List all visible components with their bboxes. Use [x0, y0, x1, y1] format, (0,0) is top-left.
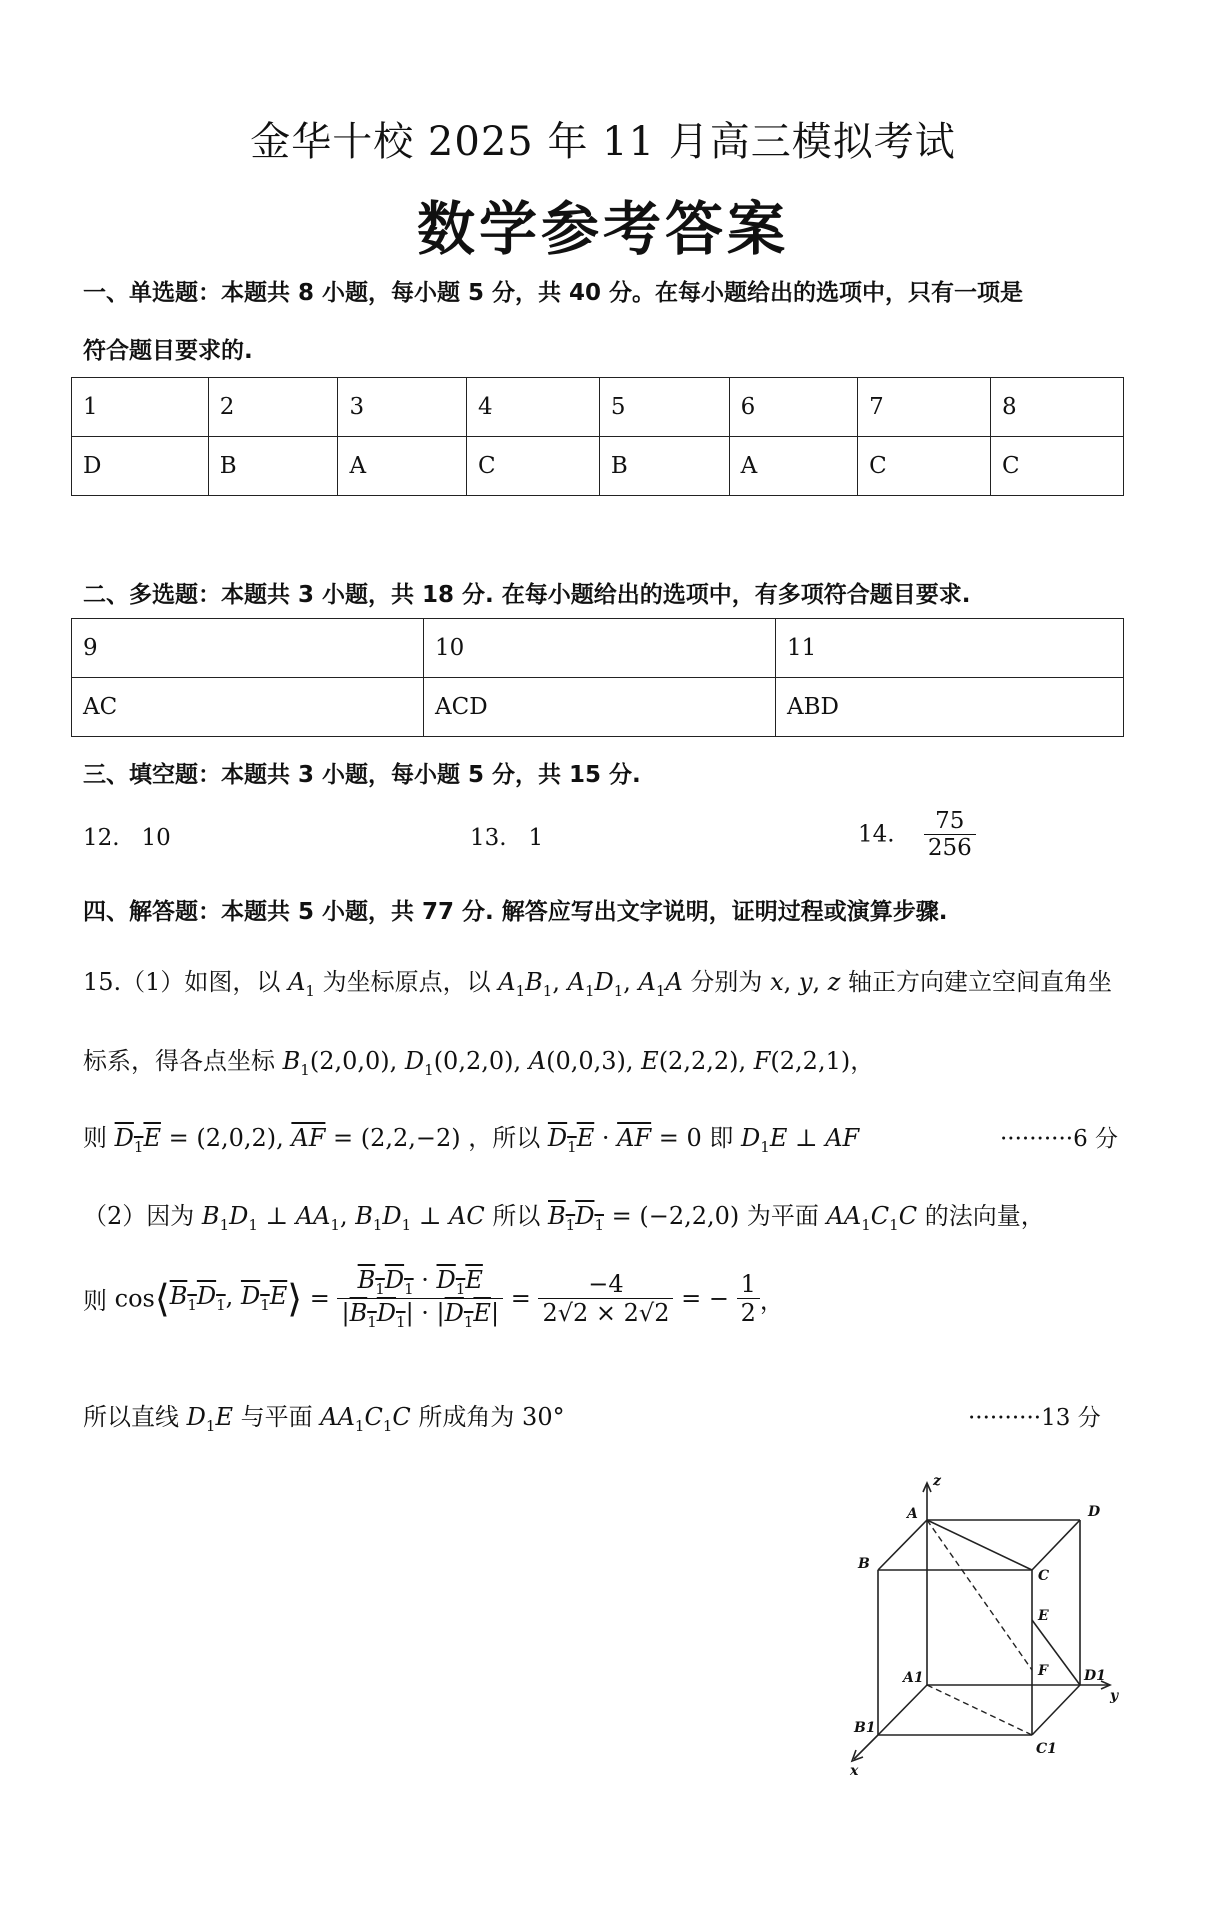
figure-label: D1: [1084, 1668, 1106, 1684]
multi-choice-table: [71, 618, 1124, 737]
score-13: ··········13 分: [968, 1405, 1101, 1431]
figure-label: A: [907, 1506, 918, 1522]
prism-figure: [840, 1470, 1130, 1830]
section1-heading-cont: 符合题目要求的.: [83, 338, 253, 364]
section3-heading: 三、填空题：本题共 3 小题，每小题 5 分，共 15 分.: [83, 762, 641, 788]
table-row: [72, 378, 1124, 437]
answer-cell: B: [599, 437, 729, 496]
question-number: 5: [599, 378, 729, 437]
score-6: ··········6 分: [1000, 1126, 1119, 1152]
figure-label: F: [1038, 1663, 1048, 1679]
fill-answer-12: 12. 10: [83, 825, 171, 851]
q15-vector-line: 则 $D_1E = (2,0,2)$, $\overline{AF} = (2,2,-2)$ ，所以 $D_1E \cdot \overline{AF} = 0$ 即 $D_1E$ ⊥ AF: [83, 1124, 860, 1156]
fill-answer-13: 13. 1: [470, 825, 544, 851]
single-choice-table: [71, 377, 1124, 496]
dashed-A1C1: [927, 1685, 1032, 1735]
question-number: 8: [991, 378, 1124, 437]
question-number: 3: [338, 378, 467, 437]
figure-label: B1: [854, 1720, 876, 1736]
exam-title: 金华十校 2025 年 11 月高三模拟考试: [250, 119, 956, 165]
answer-cell: A: [338, 437, 467, 496]
answer-cell: C: [991, 437, 1124, 496]
question-number: 2: [208, 378, 338, 437]
figure-label: B: [858, 1556, 870, 1572]
table-row: [72, 619, 1124, 678]
q15-part2-line: （2）因为 $B_1D_1$ ⊥ $AA_1$, $B_1D_1$ ⊥ AC 所以 $B_1D_1 = (-2,2,0)$ 为平面 $AA_1C_1C$ 的法向量，: [83, 1202, 1045, 1234]
question-number: 6: [729, 378, 858, 437]
figure-label: C: [1038, 1568, 1050, 1584]
question-number: 10: [424, 619, 776, 678]
dashed-AF: [927, 1520, 1032, 1670]
figure-label: A1: [903, 1670, 924, 1686]
figure-label: z: [933, 1473, 941, 1489]
q15-cosine-formula: 则 $\cos⟨B_1D_1$, $D_1E⟩$ = $\frac{B_1D_1 \cdot D_1E}{|B_1D_1| \cdot |D_1E|}$ = $\frac{-4}{2√2 \times 2√2}$ = − $\frac{1}{2}$ ，: [83, 1266, 784, 1331]
answer-cell: AC: [72, 678, 424, 737]
x-axis: [854, 1735, 878, 1759]
q15-conclusion: 所以直线 $D_1E$ 与平面 $AA_1C_1C$ 所成角为 30°: [83, 1403, 565, 1435]
figure-label: E: [1038, 1608, 1049, 1624]
q15-part1-line1: 15.（1）如图，以 $A_1$ 为坐标原点，以 $A_1B_1$, $A_1D_1$, $A_1A$ 分别为 x, y, z 轴正方向建立空间直角坐: [83, 968, 1112, 1000]
answer-cell: D: [72, 437, 209, 496]
fill-answer-14: 14. $\frac{75}{256}$: [858, 808, 976, 861]
section1-heading: 一、单选题：本题共 8 小题，每小题 5 分，共 40 分。在每小题给出的选项中，只有一项是: [83, 280, 1024, 306]
question-number: 7: [858, 378, 991, 437]
figure-label: x: [850, 1763, 859, 1779]
answer-cell: ABD: [776, 678, 1124, 737]
answer-cell: C: [466, 437, 599, 496]
question-number: 4: [466, 378, 599, 437]
section4-heading: 四、解答题：本题共 5 小题，共 77 分. 解答应写出文字说明，证明过程或演算步骤.: [83, 899, 948, 925]
fraction: $\frac{75}{256}$: [924, 808, 976, 861]
question-number: 9: [72, 619, 424, 678]
answer-cell: C: [858, 437, 991, 496]
question-number: 1: [72, 378, 209, 437]
question-number: 11: [776, 619, 1124, 678]
answer-cell: A: [729, 437, 858, 496]
figure-label: D: [1088, 1504, 1101, 1520]
figure-label: y: [1110, 1688, 1119, 1704]
figure-label: C1: [1036, 1741, 1057, 1757]
answer-cell: ACD: [424, 678, 776, 737]
q15-coordinates-line: 标系，得各点坐标 $B_1(2,0,0)$, $D_1(0,2,0)$, A(0,0,3), E(2,2,2), F(2,2,1)，: [83, 1047, 875, 1079]
table-row: [72, 678, 1124, 737]
answer-cell: B: [208, 437, 338, 496]
table-row: [72, 437, 1124, 496]
answer-key-title: 数学参考答案: [416, 195, 789, 263]
section2-heading: 二、多选题：本题共 3 小题，共 18 分. 在每小题给出的选项中，有多项符合题目要求.: [83, 582, 971, 608]
